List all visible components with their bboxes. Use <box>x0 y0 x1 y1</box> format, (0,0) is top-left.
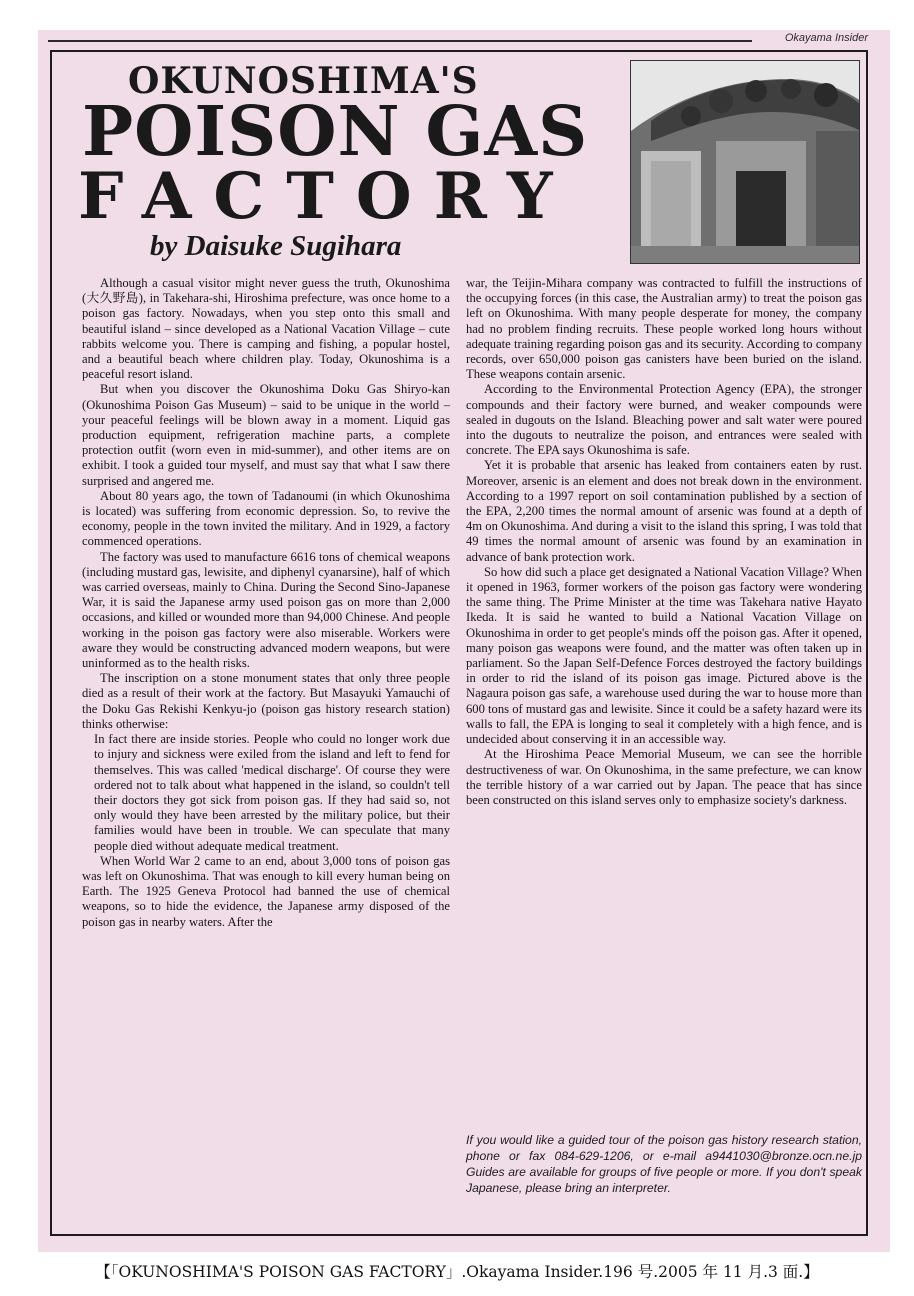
paragraph: war, the Teijin-Mihara company was contracted to fulfill the instructions of the occupying forces (in this case, the Australian army) to treat the poison gas left on Okunoshima. With many people desperate for money, the company had no problem finding recruits. These people worked long hours without adequate training regarding poison gas and its security. According to company records, over 650,000 poison gas canisters have been buried on the island. These weapons contain arsenic. <box>466 276 862 382</box>
paragraph: The factory was used to manufacture 6616 tons of chemical weapons (including mustard gas, lewisite, and diphenyl cyanarsine), half of which was carried overseas, mainly to China. During the Second Sino-Japanese War, it is said the Japanese army used poison gas on more than 2,000 occasions, and killed or wounded more than 94,000 Chinese. And people working in the poison gas factory were also miserable. Workers were aware they would be constructing advanced modern weapons, but were uninformed as to the health risks. <box>82 549 450 671</box>
masthead <box>48 32 870 46</box>
article-photo <box>630 60 860 264</box>
article-left-column <box>82 276 450 930</box>
publication-name: Okayama Insider <box>784 32 868 44</box>
paragraph: According to the Environmental Protection Agency (EPA), the stronger compounds and their factory were burned, and weaker compounds were sealed in dugouts on the Island. Bleaching power and salt water were poured into the dugouts to neutralize the poison, and entrances were sealed with concrete. The EPA says Okunoshima is safe. <box>466 382 862 458</box>
masthead-rule <box>48 40 752 42</box>
paragraph: Although a casual visitor might never guess the truth, Okunoshima (大久野島), in Takehara-shi, Hiroshima prefecture, was once home to a poison gas factory. Nowadays, when you step onto this small and beautiful island – since developed as a National Vacation Village – cute rabbits welcome you. There is camping and fishing, a popular hostel, and a beautiful beach where children play. Today, Okunoshima is a peaceful resort island. <box>82 276 450 382</box>
paragraph: Yet it is probable that arsenic has leaked from containers eaten by rust. Moreover, arsenic is an element and does not break down in the environment. According to a 1997 report on soil contamination published by a section of the EPA, 2,200 times the normal amount of arsenic was found at a depth of 4m on Okunoshima. And during a visit to the island this spring, I was told that 49 times the normal amount of arsenic was found by an examination in advance of bank protection work. <box>466 458 862 564</box>
paragraph: The inscription on a stone monument states that only three people died as a result of their work at the factory. But Masayuki Yamauchi of the Doku Gas Rekishi Kenkyu-jo (poison gas history research station) thinks otherwise: <box>82 671 450 731</box>
paragraph: About 80 years ago, the town of Tadanoumi (in which Okunoshima is located) was suffering from economic depression. So, to revive the economy, people in the town invited the military. And in 1929, a factory commenced operations. <box>82 488 450 549</box>
paragraph: When World War 2 came to an end, about 3,000 tons of poison gas was left on Okunoshima. That was enough to kill every human being on Earth. The 1925 Geneva Protocol had banned the use of chemical weapons, so to hide the evidence, the Japanese army disposed of the poison gas in nearby waters. After the <box>82 853 450 929</box>
headline-line-1: OKUNOSHIMA'S <box>128 60 479 102</box>
tour-info-note: If you would like a guided tour of the poison gas history research station, phone or fax 084-629-1206, or e-mail a9441030@bronze.ocn.ne.jp Guides are available for groups of five people or more. If you don't speak Japanese, please bring an interpreter. <box>466 1133 862 1195</box>
headline-line-2: POISON GAS <box>82 92 589 172</box>
byline: by Daisuke Sugihara <box>150 230 402 262</box>
paragraph: But when you discover the Okunoshima Doku Gas Shiryo-kan (Okunoshima Poison Gas Museum) – said to be unique in the world – your peaceful feelings will be blown away in a moment. Liquid gas production equipment, refrigeration machine parts, a complete protection outfit (worn even in mid-summer), and other items are on exhibit. I took a guided tour myself, and must say that what I saw there surprised and angered me. <box>82 382 450 488</box>
source-caption: 【「OKUNOSHIMA'S POISON GAS FACTORY」.Okayama Insider.196 号.2005 年 11 月.3 面.】 <box>95 1263 819 1281</box>
headline-line-3: FACTORY <box>78 159 575 234</box>
paragraph: So how did such a place get designated a National Vacation Village? When it opened in 1963, former workers of the poison gas factory were wondering the same thing. The Prime Minister at the time was Takehara native Hayato Ikeda. It is said he wanted to build a National Vacation Village on Okunoshima in order to get people's minds off the poison gas. After it opened, many poison gas weapons were found, and the matter was often taken up in parliament. So the Japan Self-Defence Forces destroyed the factory buildings in order to rid the island of its poison gas image. Pictured above is the Nagaura poison gas safe, a warehouse used during the war to house more than 600 tons of mustard gas and lewisite. Since it could be a safety hazard were its walls to fall, the EPA is longing to seal it completely with a high fence, and is undecided about conserving it in an accessible way. <box>466 564 862 747</box>
paragraph: At the Hiroshima Peace Memorial Museum, we can see the horrible destructiveness of war. On Okunoshima, in the same prefecture, we can know the terrible history of a war carried out by Japan. The peace that has since been constructed on this island serves only to emphasize society's darkness. <box>466 747 862 807</box>
article-right-column <box>466 276 862 808</box>
block-quote: In fact there are inside stories. People who could no longer work due to injury and sickness were exiled from the island and left to fend for themselves. This was called 'medical discharge'. Of course they were ordered not to talk about what happened in the island, so couldn't tell their doctors they got sick from poison gas. If they had said so, not only would they have been arrested by the military police, but their families would have been in trouble. We can speculate that many people died without adequate medical treatment. <box>94 732 450 853</box>
warehouse-photo-image <box>631 61 860 264</box>
